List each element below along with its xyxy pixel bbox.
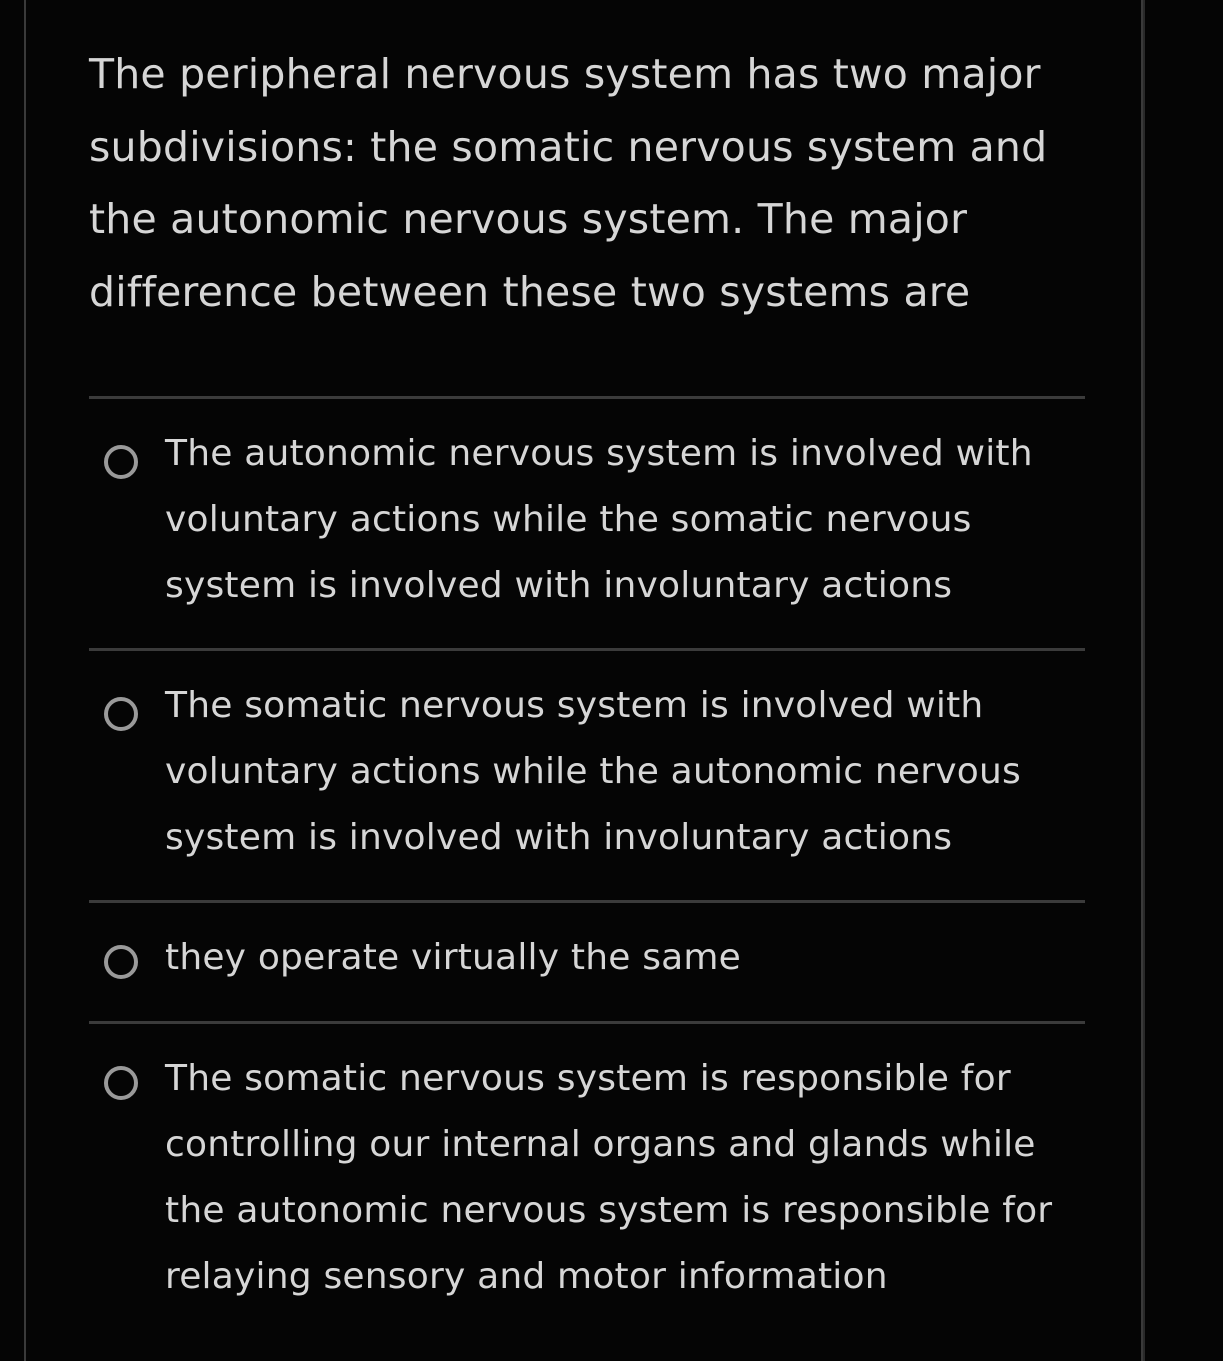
divider bbox=[89, 396, 1085, 399]
radio-circle-icon[interactable] bbox=[104, 945, 138, 979]
answer-option-label: The autonomic nervous system is involved with voluntary actions while the somatic nervous system is involved with involuntary actions bbox=[165, 433, 1033, 606]
question-text: The peripheral nervous system has two major subdivisions: the somatic nervous system and the autonomic nervous system. The major difference between these two systems are bbox=[89, 50, 1048, 316]
answer-option-label: they operate virtually the same bbox=[165, 937, 742, 978]
radio-circle-icon[interactable] bbox=[104, 697, 138, 731]
answer-option-4[interactable] bbox=[89, 1046, 1085, 1312]
answer-option-label: The somatic nervous system is involved with voluntary actions while the autonomic nervous system is involved with involuntary actions bbox=[165, 685, 1021, 858]
answer-option-2[interactable] bbox=[89, 673, 1085, 873]
answer-option-label: The somatic nervous system is responsible for controlling our internal organs and glands while the autonomic nervous system is responsible for relaying sensory and motor information bbox=[165, 1058, 1053, 1297]
window-edge-line bbox=[1143, 0, 1145, 1361]
question-panel bbox=[24, 0, 1143, 1361]
radio-circle-icon[interactable] bbox=[104, 445, 138, 479]
divider bbox=[89, 1021, 1085, 1024]
answer-option-3[interactable] bbox=[89, 925, 1085, 995]
radio-circle-icon[interactable] bbox=[104, 1066, 138, 1100]
answer-option-1[interactable] bbox=[89, 421, 1085, 621]
divider bbox=[89, 900, 1085, 903]
divider bbox=[89, 648, 1085, 651]
